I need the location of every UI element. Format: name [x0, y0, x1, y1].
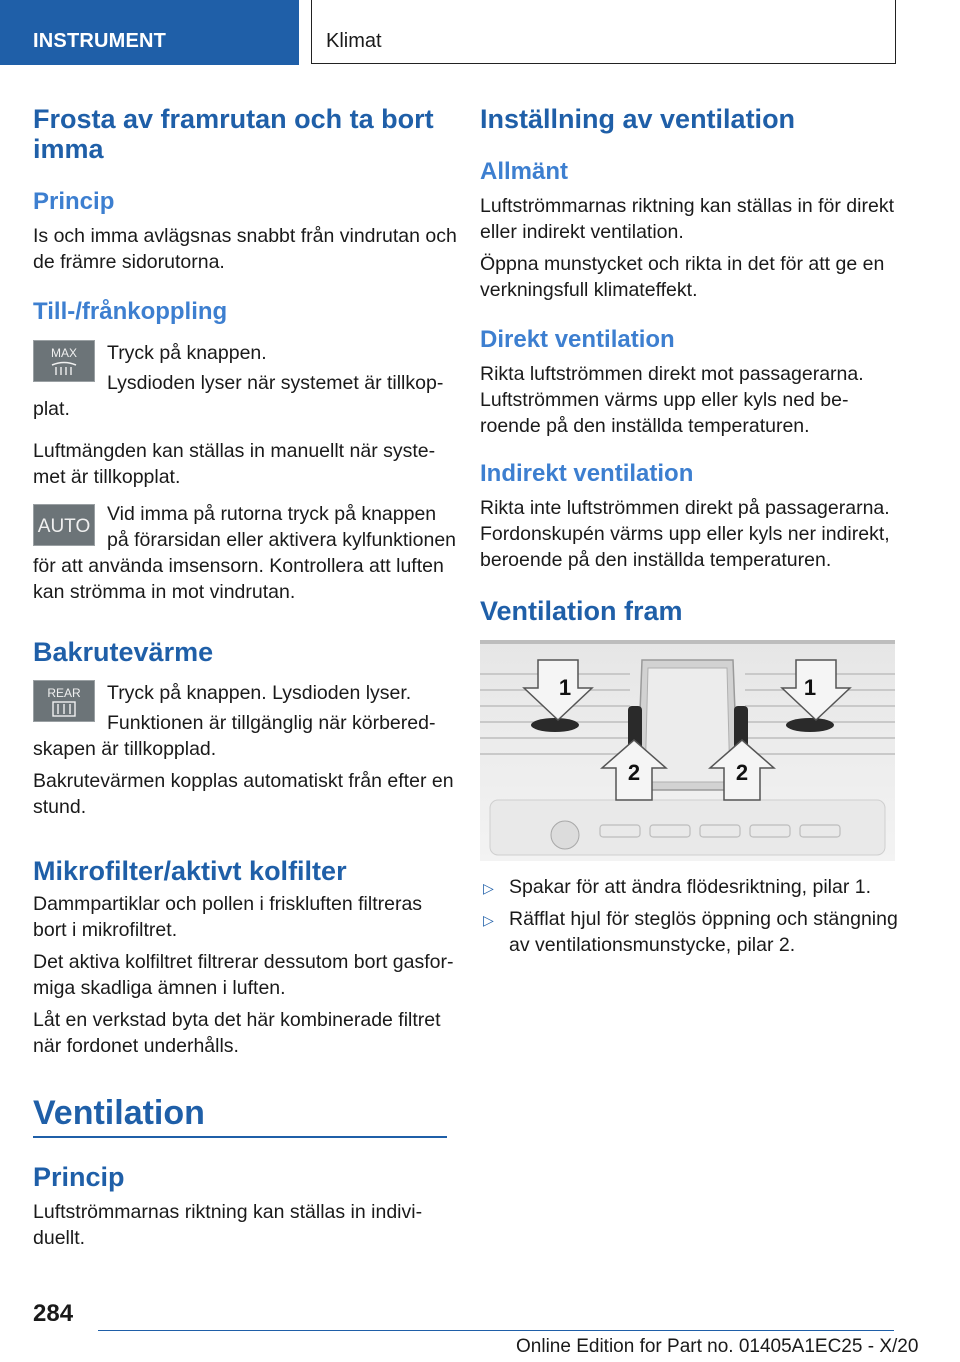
rear-available-text-1: Funktionen är tillgänglig när körbered- [107, 712, 436, 734]
chapter-tab [311, 0, 896, 64]
arrow-1-right-label: 1 [803, 675, 817, 700]
indirect-line2: Fordonskupén värms upp eller kyls ner indirekt, [480, 523, 890, 545]
general-text-2-line2: verkningsfull klimateffekt. [480, 279, 698, 301]
indirect-line3: beroende på den inställda temperaturen. [480, 549, 832, 571]
vent-principle-line2: duellt. [33, 1227, 86, 1249]
filter-text-1-line1: Dammpartiklar och pollen i friskluften filtreras [33, 893, 423, 915]
filter-text-2 [33, 949, 453, 1001]
rear-auto-off-text [33, 768, 454, 820]
onoff-led-text-1: Lysdioden lyser när systemet är tillkop- [107, 372, 444, 394]
bullet-triangle-icon: ▷ [483, 880, 494, 896]
filter-text-1 [33, 891, 422, 943]
arrow-2-left-label: 2 [627, 760, 641, 785]
filter-text-3 [33, 1007, 441, 1059]
onoff-manual-text [33, 438, 435, 490]
direct-heading: Direkt ventilation [480, 326, 675, 353]
front-vents-illustration [480, 640, 895, 861]
edition-text: Online Edition for Part no. 01405A1EC25 - X/20 [516, 1336, 919, 1357]
rear-press-text: Tryck på knappen. Lysdioden lyser. [107, 682, 412, 704]
general-heading: Allmänt [480, 158, 569, 185]
front-vent-heading: Ventilation fram [480, 596, 683, 626]
general-text-1 [480, 193, 894, 245]
bullet-wheel-line2: av ventilationsmunstycke, pilar 2. [509, 934, 796, 956]
general-text-1-line1: Luftströmmarnas riktning kan ställas in för direkt [480, 195, 894, 217]
filter-text-1-line2: bort i mikrofiltret. [33, 919, 178, 941]
page-number: 284 [33, 1300, 74, 1327]
section-label: INSTRUMENT [33, 30, 167, 52]
auto-text-1: Vid imma på rutorna tryck på knappen [107, 503, 437, 525]
direct-line3: roende på den inställda temperaturen. [480, 415, 810, 437]
filter-heading: Mikrofilter/aktivt kolfilter [33, 856, 347, 886]
vent-principle-line1: Luftströmmarnas riktning kan ställas in indivi- [33, 1201, 423, 1223]
rear-defrost-button-icon [33, 680, 95, 722]
principle-heading: Princip [33, 188, 115, 215]
bullet-levers: Spakar för att ändra flödesriktning, pilar 1. [509, 876, 872, 898]
rear-available-text-2: skapen är tillkopplad. [33, 738, 217, 760]
section-tab [0, 0, 299, 65]
general-text-1-line2: eller indirekt ventilation. [480, 221, 684, 243]
vent-principle-heading: Princip [33, 1162, 125, 1192]
principle-line1: Is och imma avlägsnas snabbt från vindrutan och [33, 225, 457, 247]
filter-text-3-line1: Låt en verkstad byta det här kombinerade filtret [33, 1009, 441, 1031]
max-defrost-button-icon [33, 340, 95, 382]
bullet-wheel [509, 906, 898, 958]
indirect-heading: Indirekt ventilation [480, 460, 694, 487]
filter-text-2-line2: miga skadliga ämnen i luften. [33, 977, 286, 999]
vent-principle-text [33, 1199, 422, 1251]
rear-auto-off-line2: stund. [33, 796, 87, 818]
footer-rule [98, 1330, 894, 1331]
bullet-triangle-icon: ▷ [483, 912, 494, 928]
filter-text-2-line1: Det aktiva kolfiltret filtrerar dessutom bort gasfor- [33, 951, 454, 973]
auto-line4: kan strömma in mot vindrutan. [33, 581, 296, 603]
auto-button-icon [33, 504, 95, 546]
rear-heading: Bakrutevärme [33, 637, 214, 667]
rear-icon-label: REAR [47, 686, 81, 700]
ventilation-title: Ventilation [33, 1094, 205, 1132]
direct-line2: Luftströmmen värms upp eller kyls ned be- [480, 389, 849, 411]
defrost-title-line1: Frosta av framrutan och ta bort [33, 104, 434, 134]
chapter-label: Klimat [326, 30, 382, 52]
auto-line3: för att använda imsensorn. Kontrollera att luften [33, 555, 444, 577]
direct-text [480, 361, 864, 439]
indirect-text [480, 495, 890, 573]
direct-line1: Rikta luftströmmen direkt mot passagerarna. [480, 363, 864, 385]
onoff-manual-line2: met är tillkopplat. [33, 466, 181, 488]
onoff-led-text-2: plat. [33, 398, 70, 420]
rear-auto-off-line1: Bakrutevärmen kopplas automatiskt från efter en [33, 770, 454, 792]
arrow-2-right-label: 2 [735, 760, 749, 785]
filter-text-3-line2: när fordonet underhålls. [33, 1035, 239, 1057]
principle-line2: de främre sidorutorna. [33, 251, 225, 273]
general-text-2-line1: Öppna munstycket och rikta in det för att ge en [480, 253, 885, 275]
auto-icon-label: AUTO [37, 516, 91, 537]
bullet-wheel-line1: Räfflat hjul för steglös öppning och stängning [509, 908, 898, 930]
onoff-heading: Till-/frånkoppling [33, 298, 228, 325]
defrost-title-line2: imma [33, 134, 104, 164]
onoff-manual-line1: Luftmängden kan ställas in manuellt när syste- [33, 440, 436, 462]
arrow-1-left-label: 1 [558, 675, 572, 700]
onoff-press-text: Tryck på knappen. [107, 342, 267, 364]
general-text-2 [480, 251, 884, 303]
max-icon-label: MAX [50, 346, 78, 360]
auto-text-2: på förarsidan eller aktivera kylfunktionen [107, 529, 457, 551]
principle-text [33, 223, 457, 275]
auto-text-3 [33, 553, 444, 605]
indirect-line1: Rikta inte luftströmmen direkt på passagerarna. [480, 497, 890, 519]
settings-title: Inställning av ventilation [480, 104, 796, 134]
defrost-title [33, 104, 434, 164]
ventilation-rule [33, 1136, 447, 1138]
